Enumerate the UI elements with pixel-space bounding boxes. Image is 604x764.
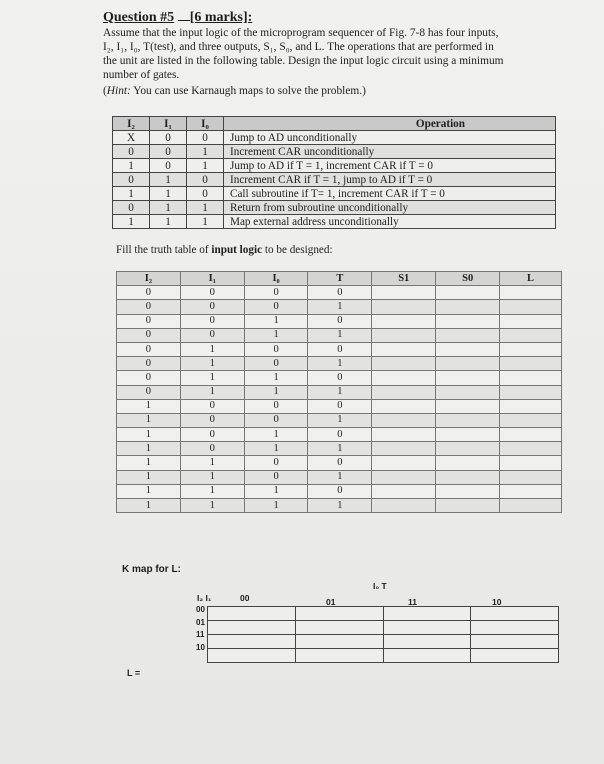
- kmap-cell[interactable]: [471, 635, 559, 649]
- kmap-row-label-00: 00: [196, 605, 205, 614]
- truth-input-cell: 1: [117, 499, 181, 513]
- truth-input-cell: 0: [244, 456, 308, 470]
- truth-answer-cell[interactable]: [436, 314, 500, 328]
- fill-instruction-bold: input logic: [211, 244, 263, 256]
- truth-answer-cell[interactable]: [500, 357, 562, 371]
- question-title: [103, 10, 252, 26]
- truth-input-cell: 1: [308, 499, 372, 513]
- truth-input-cell: 1: [180, 371, 244, 385]
- truth-answer-cell[interactable]: [436, 428, 500, 442]
- operations-header-row: [113, 117, 556, 131]
- operations-cell: 0: [150, 159, 187, 173]
- answer-label: L =: [127, 668, 141, 678]
- operations-row: [113, 215, 556, 229]
- truth-answer-cell[interactable]: [372, 371, 436, 385]
- operations-cell: 0: [113, 145, 150, 159]
- truth-input-cell: 0: [244, 300, 308, 314]
- hint-label: Hint:: [106, 85, 131, 97]
- question-text-line-1: Assume that the input logic of the microprogram sequencer of Fig. 7-8 has four inputs,: [103, 27, 499, 39]
- operations-table: [112, 116, 556, 229]
- kmap-row-variable: I₂ I₁: [197, 593, 212, 603]
- truth-answer-cell[interactable]: [500, 385, 562, 399]
- operations-cell: 1: [187, 215, 224, 229]
- truth-input-cell: 0: [308, 456, 372, 470]
- truth-answer-cell[interactable]: [372, 413, 436, 427]
- truth-input-cell: 1: [244, 499, 308, 513]
- truth-answer-cell[interactable]: [372, 286, 436, 300]
- truth-input-cell: 0: [117, 300, 181, 314]
- kmap-row: [208, 607, 559, 621]
- truth-answer-cell[interactable]: [436, 456, 500, 470]
- truth-input-cell: 1: [308, 442, 372, 456]
- truth-input-cell: 0: [180, 442, 244, 456]
- truth-answer-cell[interactable]: [500, 300, 562, 314]
- truth-input-cell: 1: [117, 428, 181, 442]
- question-marks: [6 marks]:: [189, 10, 253, 25]
- truth-answer-cell[interactable]: [436, 484, 500, 498]
- truth-input-cell: 0: [180, 399, 244, 413]
- operation-description: Increment CAR unconditionally: [224, 145, 556, 159]
- truth-input-cell: 0: [117, 286, 181, 300]
- truth-table-row: [117, 371, 562, 385]
- truth-answer-cell[interactable]: [372, 385, 436, 399]
- truth-input-cell: 1: [117, 470, 181, 484]
- truth-input-cell: 0: [308, 286, 372, 300]
- truth-table-row: [117, 342, 562, 356]
- truth-input-cell: 1: [244, 328, 308, 342]
- kmap-row-label-11: 11: [196, 630, 205, 639]
- question-text-line-4: number of gates.: [103, 69, 180, 81]
- truth-input-cell: 1: [308, 470, 372, 484]
- operations-row: [113, 201, 556, 215]
- kmap-row: [208, 635, 559, 649]
- operation-description: Increment CAR if T = 1, jump to AD if T = 0: [224, 173, 556, 187]
- kmap-cell[interactable]: [383, 607, 471, 621]
- truth-input-cell: 0: [117, 314, 181, 328]
- truth-input-cell: 1: [117, 484, 181, 498]
- kmap-col-label-10: 10: [492, 597, 502, 607]
- truth-input-cell: 1: [308, 300, 372, 314]
- operations-cell: 1: [187, 159, 224, 173]
- truth-input-cell: 0: [244, 342, 308, 356]
- operations-cell: 0: [187, 173, 224, 187]
- operations-cell: 0: [187, 131, 224, 145]
- truth-answer-cell[interactable]: [500, 314, 562, 328]
- truth-table-row: [117, 385, 562, 399]
- truth-answer-cell[interactable]: [372, 342, 436, 356]
- truth-answer-cell[interactable]: [372, 357, 436, 371]
- operations-cell: 1: [150, 173, 187, 187]
- truth-input-cell: 1: [117, 456, 181, 470]
- truth-input-cell: 0: [117, 357, 181, 371]
- truth-input-cell: 0: [308, 371, 372, 385]
- kmap-col-label-00: 00: [240, 593, 250, 603]
- truth-header-i1: I₁: [180, 272, 244, 286]
- truth-answer-cell[interactable]: [500, 413, 562, 427]
- truth-answer-cell[interactable]: [372, 399, 436, 413]
- truth-input-cell: 1: [180, 342, 244, 356]
- truth-table-row: [117, 300, 562, 314]
- kmap-cell[interactable]: [383, 649, 471, 663]
- truth-input-cell: 1: [244, 371, 308, 385]
- truth-answer-cell[interactable]: [436, 371, 500, 385]
- truth-answer-cell[interactable]: [500, 328, 562, 342]
- kmap-row: [208, 621, 559, 635]
- kmap-row: [208, 649, 559, 663]
- truth-input-cell: 0: [308, 342, 372, 356]
- truth-input-cell: 1: [308, 413, 372, 427]
- truth-input-cell: 1: [244, 442, 308, 456]
- truth-answer-cell[interactable]: [500, 499, 562, 513]
- operations-cell: 1: [187, 201, 224, 215]
- truth-input-cell: 0: [244, 470, 308, 484]
- truth-answer-cell[interactable]: [500, 456, 562, 470]
- truth-input-cell: 0: [308, 428, 372, 442]
- kmap-cell[interactable]: [471, 649, 559, 663]
- operations-row: [113, 187, 556, 201]
- operations-cell: 0: [113, 173, 150, 187]
- truth-answer-cell[interactable]: [436, 286, 500, 300]
- kmap-row-label-10: 10: [196, 642, 205, 652]
- truth-header-t: T: [308, 272, 372, 286]
- truth-answer-cell[interactable]: [372, 499, 436, 513]
- truth-answer-cell[interactable]: [372, 428, 436, 442]
- truth-input-cell: 0: [308, 484, 372, 498]
- operations-row: [113, 173, 556, 187]
- kmap-col-label-01: 01: [326, 597, 336, 607]
- truth-table-row: [117, 328, 562, 342]
- truth-header-i2: I₂: [117, 272, 181, 286]
- truth-input-cell: 0: [117, 385, 181, 399]
- ops-header-i2: I₂: [113, 117, 150, 131]
- truth-input-cell: 0: [180, 286, 244, 300]
- kmap-cell[interactable]: [383, 621, 471, 635]
- kmap-col-label-11: 11: [408, 597, 417, 607]
- truth-input-cell: 0: [117, 371, 181, 385]
- truth-answer-cell[interactable]: [436, 470, 500, 484]
- truth-input-cell: 1: [244, 484, 308, 498]
- truth-answer-cell[interactable]: [372, 300, 436, 314]
- truth-input-cell: 1: [244, 314, 308, 328]
- operations-cell: 1: [150, 215, 187, 229]
- kmap-cell[interactable]: [208, 621, 296, 635]
- truth-input-cell: 1: [117, 399, 181, 413]
- truth-input-cell: 1: [244, 428, 308, 442]
- truth-answer-cell[interactable]: [436, 385, 500, 399]
- kmap-row-label-01: 01: [196, 617, 205, 627]
- ops-header-i1: I₁: [150, 117, 187, 131]
- truth-answer-cell[interactable]: [500, 371, 562, 385]
- truth-answer-cell[interactable]: [436, 357, 500, 371]
- operations-cell: 1: [150, 201, 187, 215]
- truth-input-cell: 0: [180, 413, 244, 427]
- hint-body: You can use Karnaugh maps to solve the problem.): [130, 85, 366, 97]
- ops-header-operation: Operation: [224, 117, 556, 131]
- truth-input-cell: 0: [308, 399, 372, 413]
- truth-input-cell: 0: [180, 428, 244, 442]
- truth-input-cell: 0: [244, 357, 308, 371]
- kmap-row-labels: [196, 604, 205, 654]
- kmap-title: K map for L:: [122, 564, 181, 575]
- question-number: Question #5: [103, 10, 175, 25]
- truth-table-row: [117, 428, 562, 442]
- truth-table-row: [117, 470, 562, 484]
- operations-row: [113, 145, 556, 159]
- truth-answer-cell[interactable]: [436, 328, 500, 342]
- kmap-cell[interactable]: [295, 649, 383, 663]
- truth-answer-cell[interactable]: [436, 399, 500, 413]
- truth-answer-cell[interactable]: [500, 484, 562, 498]
- operations-cell: 1: [113, 215, 150, 229]
- operations-cell: 1: [187, 145, 224, 159]
- truth-table: [116, 271, 562, 513]
- kmap-cell[interactable]: [383, 635, 471, 649]
- truth-input-cell: 0: [180, 328, 244, 342]
- truth-header-row: [117, 272, 562, 286]
- truth-input-cell: 1: [308, 357, 372, 371]
- truth-table-row: [117, 286, 562, 300]
- truth-input-cell: 0: [117, 328, 181, 342]
- truth-answer-cell[interactable]: [500, 399, 562, 413]
- operations-cell: 0: [113, 201, 150, 215]
- truth-answer-cell[interactable]: [500, 286, 562, 300]
- truth-input-cell: 1: [180, 484, 244, 498]
- truth-input-cell: 1: [308, 328, 372, 342]
- truth-input-cell: 1: [244, 385, 308, 399]
- truth-answer-cell[interactable]: [436, 499, 500, 513]
- truth-answer-cell[interactable]: [500, 342, 562, 356]
- truth-input-cell: 1: [180, 470, 244, 484]
- kmap-cell[interactable]: [295, 621, 383, 635]
- truth-input-cell: 1: [180, 357, 244, 371]
- truth-input-cell: 1: [180, 385, 244, 399]
- kmap-column-variable: I₀ T: [373, 581, 387, 591]
- hint-text: (Hint: You can use Karnaugh maps to solve the problem.): [103, 85, 366, 97]
- truth-answer-cell[interactable]: [500, 428, 562, 442]
- truth-answer-cell[interactable]: [436, 342, 500, 356]
- truth-header-l: L: [500, 272, 562, 286]
- truth-answer-cell[interactable]: [372, 314, 436, 328]
- truth-input-cell: 0: [244, 399, 308, 413]
- operation-description: Jump to AD if T = 1, increment CAR if T = 0: [224, 159, 556, 173]
- truth-input-cell: 1: [117, 442, 181, 456]
- fill-instruction: Fill the truth table of input logic to be designed:: [116, 244, 333, 256]
- truth-answer-cell[interactable]: [500, 442, 562, 456]
- truth-table-row: [117, 484, 562, 498]
- operations-cell: X: [113, 131, 150, 145]
- truth-table-row: [117, 456, 562, 470]
- truth-answer-cell[interactable]: [436, 300, 500, 314]
- truth-input-cell: 1: [180, 499, 244, 513]
- operation-description: Return from subroutine unconditionally: [224, 201, 556, 215]
- truth-input-cell: 0: [180, 314, 244, 328]
- operations-cell: 1: [113, 159, 150, 173]
- truth-header-s0: S0: [436, 272, 500, 286]
- kmap-grid: [207, 606, 559, 663]
- truth-answer-cell[interactable]: [372, 328, 436, 342]
- kmap-cell[interactable]: [471, 607, 559, 621]
- operations-row: [113, 131, 556, 145]
- truth-answer-cell[interactable]: [372, 442, 436, 456]
- truth-header-i0: I₀: [244, 272, 308, 286]
- truth-table-row: [117, 357, 562, 371]
- operations-row: [113, 159, 556, 173]
- truth-input-cell: 1: [180, 456, 244, 470]
- kmap-cell[interactable]: [208, 649, 296, 663]
- question-text-line-2: I₂, I₁, I₀, T(test), and three outputs, S₁, S₀, and L. The operations that are performed in: [103, 41, 494, 53]
- kmap-cell[interactable]: [295, 635, 383, 649]
- truth-answer-cell[interactable]: [436, 442, 500, 456]
- kmap-cell[interactable]: [295, 607, 383, 621]
- truth-input-cell: 0: [308, 314, 372, 328]
- truth-answer-cell[interactable]: [436, 413, 500, 427]
- truth-input-cell: 0: [180, 300, 244, 314]
- ops-header-i0: I₀: [187, 117, 224, 131]
- truth-input-cell: 1: [117, 413, 181, 427]
- kmap-cell[interactable]: [208, 635, 296, 649]
- truth-table-row: [117, 442, 562, 456]
- truth-answer-cell[interactable]: [372, 456, 436, 470]
- operation-description: Jump to AD unconditionally: [224, 131, 556, 145]
- question-text-line-3: the unit are listed in the following table. Design the input logic circuit using a minimum: [103, 55, 504, 67]
- operation-description: Map external address unconditionally: [224, 215, 556, 229]
- operations-cell: 0: [150, 131, 187, 145]
- truth-answer-cell[interactable]: [372, 470, 436, 484]
- operations-cell: 0: [150, 145, 187, 159]
- operations-cell: 1: [113, 187, 150, 201]
- kmap-cell[interactable]: [471, 621, 559, 635]
- operation-description: Call subroutine if T= 1, increment CAR if T = 0: [224, 187, 556, 201]
- truth-answer-cell[interactable]: [372, 484, 436, 498]
- truth-input-cell: 1: [308, 385, 372, 399]
- truth-answer-cell[interactable]: [500, 470, 562, 484]
- truth-input-cell: 0: [244, 286, 308, 300]
- truth-table-row: [117, 413, 562, 427]
- truth-table-row: [117, 499, 562, 513]
- truth-input-cell: 0: [244, 413, 308, 427]
- truth-header-s1: S1: [372, 272, 436, 286]
- kmap-cell[interactable]: [208, 607, 296, 621]
- truth-table-row: [117, 399, 562, 413]
- truth-table-row: [117, 314, 562, 328]
- truth-input-cell: 0: [117, 342, 181, 356]
- operations-cell: 1: [150, 187, 187, 201]
- operations-cell: 0: [187, 187, 224, 201]
